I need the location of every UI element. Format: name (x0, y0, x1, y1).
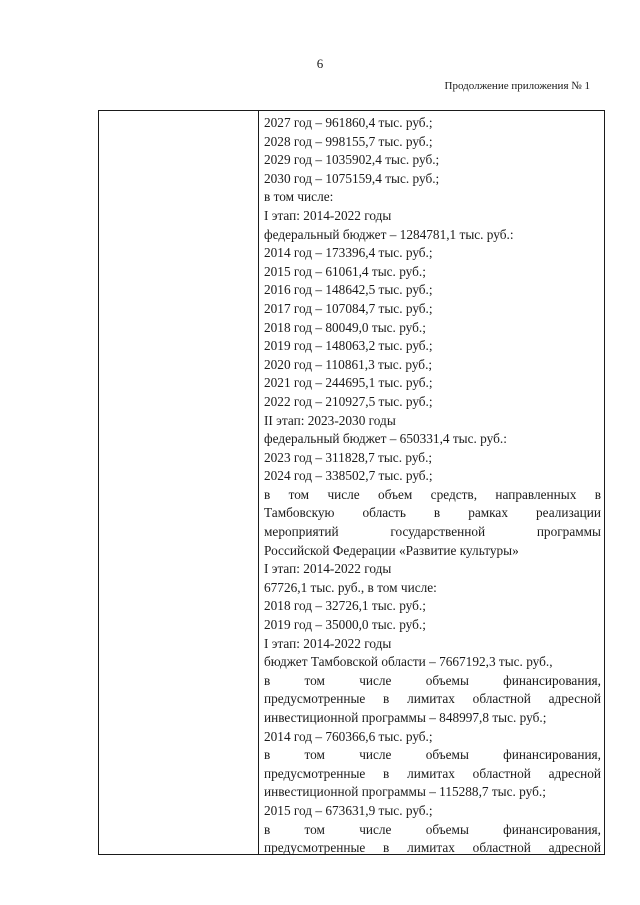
table-text-line: 2023 год – 311828,7 тыс. руб.; (264, 449, 433, 465)
table-text-line: 2015 год – 673631,9 тыс. руб.; (264, 802, 433, 818)
table-text-line: в том числе объем средств, направленных в (264, 486, 601, 502)
table-text-line: бюджет Тамбовской области – 7667192,3 тыс. руб., (264, 654, 553, 670)
table-text-line: I этап: 2014-2022 годы (264, 561, 392, 577)
table-text-line: 2030 год – 1075159,4 тыс. руб.; (264, 170, 440, 186)
table-text-line: 2014 год – 760366,6 тыс. руб.; (264, 728, 433, 744)
table-text-line: в том числе объемы финансирования, (264, 821, 601, 837)
table-text-line: 2018 год – 32726,1 тыс. руб.; (264, 598, 426, 614)
table-text-line: предусмотренные в лимитах областной адресной (264, 765, 601, 781)
table-text-line: федеральный бюджет – 1284781,1 тыс. руб.: (264, 226, 514, 242)
table-text-line: I этап: 2014-2022 годы (264, 635, 392, 651)
table-text-line: предусмотренные в лимитах областной адресной (264, 840, 601, 856)
appendix-continuation-label: Продолжение приложения № 1 (444, 80, 590, 92)
table-text-line: 2015 год – 61061,4 тыс. руб.; (264, 263, 426, 279)
table-text-line: федеральный бюджет – 650331,4 тыс. руб.: (264, 431, 507, 447)
table-text-line: Тамбовскую область в рамках реализации (264, 505, 601, 521)
table-text-line: инвестиционной программы – 848997,8 тыс. руб.; (264, 710, 547, 725)
table-text-line: 2028 год – 998155,7 тыс. руб.; (264, 133, 433, 149)
table-text-line: в том числе объемы финансирования, (264, 747, 601, 763)
table-left-cell (99, 111, 259, 854)
table-text-line: 2024 год – 338502,7 тыс. руб.; (264, 468, 433, 484)
table-text-line: 2021 год – 244695,1 тыс. руб.; (264, 375, 433, 391)
table-right-cell (264, 114, 601, 858)
table-text-line: 2027 год – 961860,4 тыс. руб.; (264, 115, 433, 130)
table-text-line: предусмотренные в лимитах областной адресной (264, 691, 601, 707)
table-text-line: 2029 год – 1035902,4 тыс. руб.; (264, 152, 440, 168)
table-text-line: 2016 год – 148642,5 тыс. руб.; (264, 282, 433, 298)
table-text-line: II этап: 2023-2030 годы (264, 412, 396, 428)
page-number: 6 (316, 56, 324, 71)
table-text-line: 2017 год – 107084,7 тыс. руб.; (264, 300, 433, 316)
table-text-line: 2019 год – 148063,2 тыс. руб.; (264, 338, 433, 354)
table-text-line: 67726,1 тыс. руб., в том числе: (264, 579, 437, 595)
table-text-line: 2018 год – 80049,0 тыс. руб.; (264, 319, 426, 335)
table-text-line: 2020 год – 110861,3 тыс. руб.; (264, 356, 433, 372)
table-text-line: в том числе объемы финансирования, (264, 672, 601, 688)
table-text-line: в том числе: (264, 189, 334, 205)
table-text-line: Российской Федерации «Развитие культуры» (264, 542, 519, 558)
table-text-line: мероприятий государственной программы (264, 524, 601, 540)
table-text-line: 2019 год – 35000,0 тыс. руб.; (264, 617, 426, 633)
table-text-line: 2022 год – 210927,5 тыс. руб.; (264, 393, 433, 409)
table-text-line: инвестиционной программы – 115288,7 тыс. руб.; (264, 784, 546, 800)
funding-table (98, 110, 605, 855)
table-text-line: 2014 год – 173396,4 тыс. руб.; (264, 245, 433, 261)
table-text-line: I этап: 2014-2022 годы (264, 207, 392, 223)
